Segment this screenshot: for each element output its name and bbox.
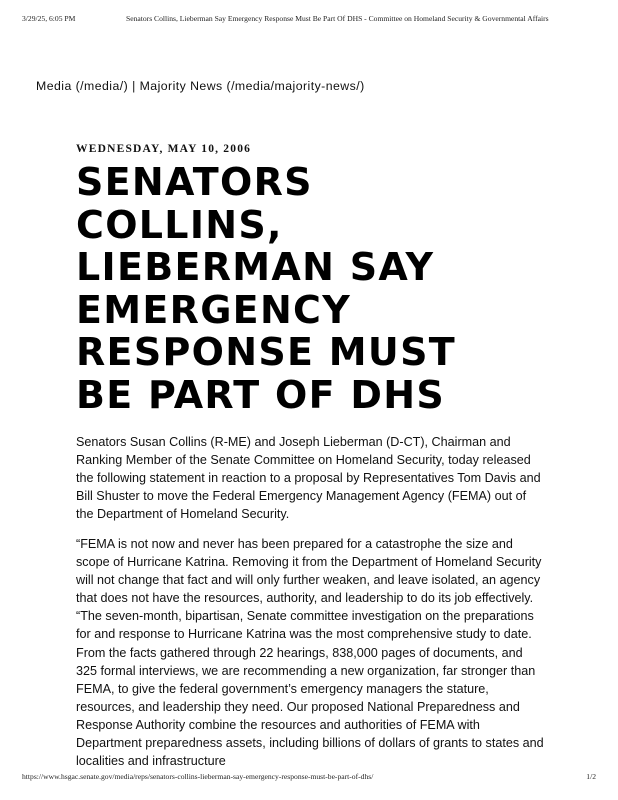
title-line: SENATORS [76, 160, 313, 204]
breadcrumb-link-majority-news[interactable]: Majority News (/media/majority-news/) [139, 79, 365, 93]
breadcrumb [36, 79, 365, 93]
breadcrumb-separator: | [132, 79, 136, 93]
print-datetime: 3/29/25, 6:05 PM [22, 14, 76, 23]
page-number: 1/2 [586, 772, 596, 781]
print-page-title: Senators Collins, Lieberman Say Emergency Response Must Be Part Of DHS - Committee on Homeland Security & Governmental Affairs [126, 14, 549, 23]
print-footer [22, 772, 596, 781]
print-url: https://www.hsgac.senate.gov/media/reps/senators-collins-lieberman-say-emergency-response-must-be-part-of-dhs/ [22, 772, 374, 781]
title-line: COLLINS, [76, 202, 283, 247]
article-paragraph-1: Senators Susan Collins (R-ME) and Joseph Lieberman (D-CT), Chairman and Ranking Member of the Senate Committee on Homeland Security, today released the following statement in reaction to a proposal by Representatives Tom Davis and Bill Shuster to move the Federal Emergency Management Agency (FEMA) out of the Department of Homeland Security. [76, 435, 541, 522]
breadcrumb-link-media[interactable]: Media (/media/) [36, 79, 129, 93]
title-line: BE PART OF DHS [76, 372, 446, 417]
article-paragraph-2: “FEMA is not now and never has been prepared for a catastrophe the size and scope of Hurricane Katrina. Removing it from the Department of Homeland Security will not change that fact and will only further weaken, and leave isolated, an agency that does not have the resources, authority, and leadership to do its job effectively. “The seven-month, bipartisan, Senate committee investigation on the preparations for and response to Hurricane Katrina was the most comprehensive study to date. From the facts gathered through 22 hearings, 838,000 pages of documents, and 325 formal interviews, we are recommending a new organization, far stronger than FEMA, to give the federal government’s emergency managers the stature, resources, and leadership they need. Our proposed National Preparedness and Response Authority combine the resources and authorities of FEMA with Department preparedness assets, including billions of dollars of grants to states and localities and infrastructure [76, 537, 544, 769]
article-date: WEDNESDAY, MAY 10, 2006 [76, 143, 252, 155]
title-line: EMERGENCY [76, 287, 352, 332]
title-line: RESPONSE MUST [76, 330, 456, 375]
page-title [76, 161, 546, 417]
title-line: LIEBERMAN SAY [76, 245, 435, 290]
